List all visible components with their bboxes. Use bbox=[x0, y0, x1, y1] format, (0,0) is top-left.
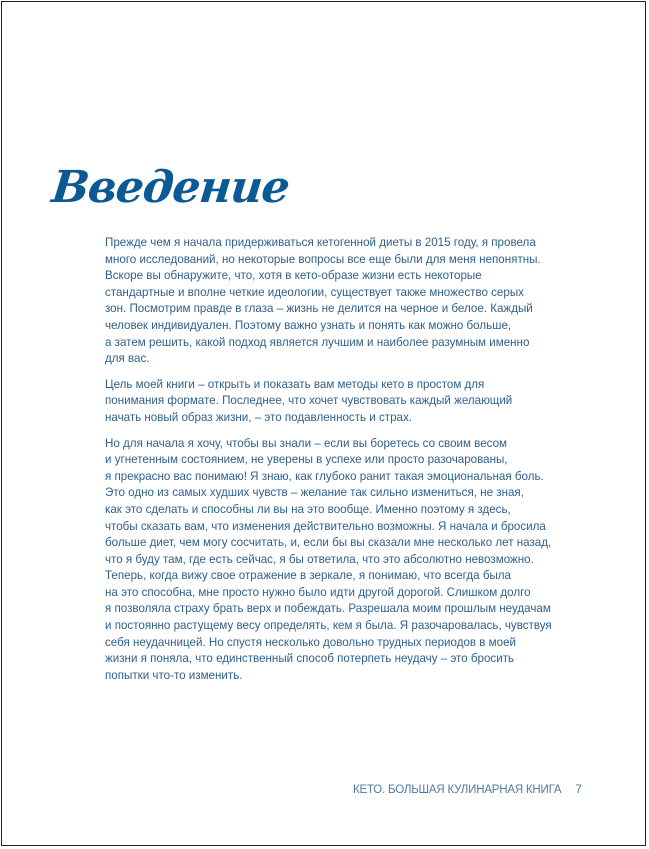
paragraph bbox=[105, 377, 565, 427]
text-line: чтобы сказать вам, что изменения действительно возможны. Я начала и бросила bbox=[105, 519, 546, 533]
text-line: начать новый образ жизни, – это подавленность и страх. bbox=[105, 410, 413, 424]
text-line: зон. Посмотрим правде в глаза – жизнь не делится на черное и белое. Каждый bbox=[105, 302, 533, 316]
text-line: много исследований, но некоторые вопросы все еще были для меня непонятны. bbox=[105, 252, 541, 266]
paragraph bbox=[105, 436, 565, 685]
text-line: Прежде чем я начала придерживаться кетогенной диеты в 2015 году, я провела bbox=[105, 236, 536, 249]
text-line: стандартные и вполне четкие идеологии, существует также множество серых bbox=[105, 285, 524, 299]
text-line: жизни я поняла, что единственный способ потерпеть неудачу – это бросить bbox=[105, 652, 515, 666]
text-line: попытки что-то изменить. bbox=[105, 668, 243, 682]
text-line: Вскоре вы обнаружите, что, хотя в кето-образе жизни есть некоторые bbox=[105, 269, 482, 283]
page-number: 7 bbox=[575, 784, 582, 796]
text-line: я позволяла страху брать верх и побеждать. Разрешала моим прошлым неудачам bbox=[105, 602, 551, 616]
text-line: себя неудачницей. Но спустя несколько довольно трудных периодов в моей bbox=[105, 635, 517, 649]
page-footer bbox=[353, 784, 582, 796]
text-line: как это сделать и способны ли вы на это вообще. Именно поэтому я здесь, bbox=[105, 502, 511, 516]
text-line: для вас. bbox=[105, 352, 150, 366]
text-line: человек индивидуален. Поэтому важно узнать и понять как можно больше, bbox=[105, 318, 512, 332]
text-line: и угнетенным состоянием, не уверены в успехе или просто разочарованы, bbox=[105, 453, 508, 467]
body-text bbox=[105, 235, 565, 693]
text-line: Это одно из самых худших чувств – желание так сильно измениться, не зная, bbox=[105, 486, 524, 500]
text-line: больше диет, чем могу сосчитать, и, если бы вы сказали мне несколько лет назад, bbox=[105, 536, 552, 550]
text-line: что я буду там, где есть сейчас, я бы ответила, что это абсолютно невозможно. bbox=[105, 552, 534, 566]
text-line: а затем решить, какой подход является лучшим и наиболее разумным именно bbox=[105, 335, 530, 349]
text-line: Цель моей книги – открыть и показать вам методы кето в простом для bbox=[105, 377, 485, 391]
text-line: я прекрасно вас понимаю! Я знаю, как глубоко ранит такая эмоциональная боль. bbox=[105, 469, 544, 483]
text-line: понимания формате. Последнее, что хочет чувствовать каждый желающий bbox=[105, 394, 513, 408]
paragraph bbox=[105, 235, 565, 368]
text-line: Но для начала я хочу, чтобы вы знали – если вы боретесь со своим весом bbox=[105, 436, 508, 450]
text-line: и постоянно растущему весу определять, кем я была. Я разочаровалась, чувствуя bbox=[105, 619, 552, 633]
page-title: Введение bbox=[49, 162, 292, 213]
running-title: КЕТО. БОЛЬШАЯ КУЛИНАРНАЯ КНИГА bbox=[353, 784, 562, 796]
text-line: на это способна, мне просто нужно было идти другой дорогой. Слишком долго bbox=[105, 585, 531, 599]
text-line: Теперь, когда вижу свое отражение в зеркале, я понимаю, что всегда была bbox=[105, 569, 512, 583]
